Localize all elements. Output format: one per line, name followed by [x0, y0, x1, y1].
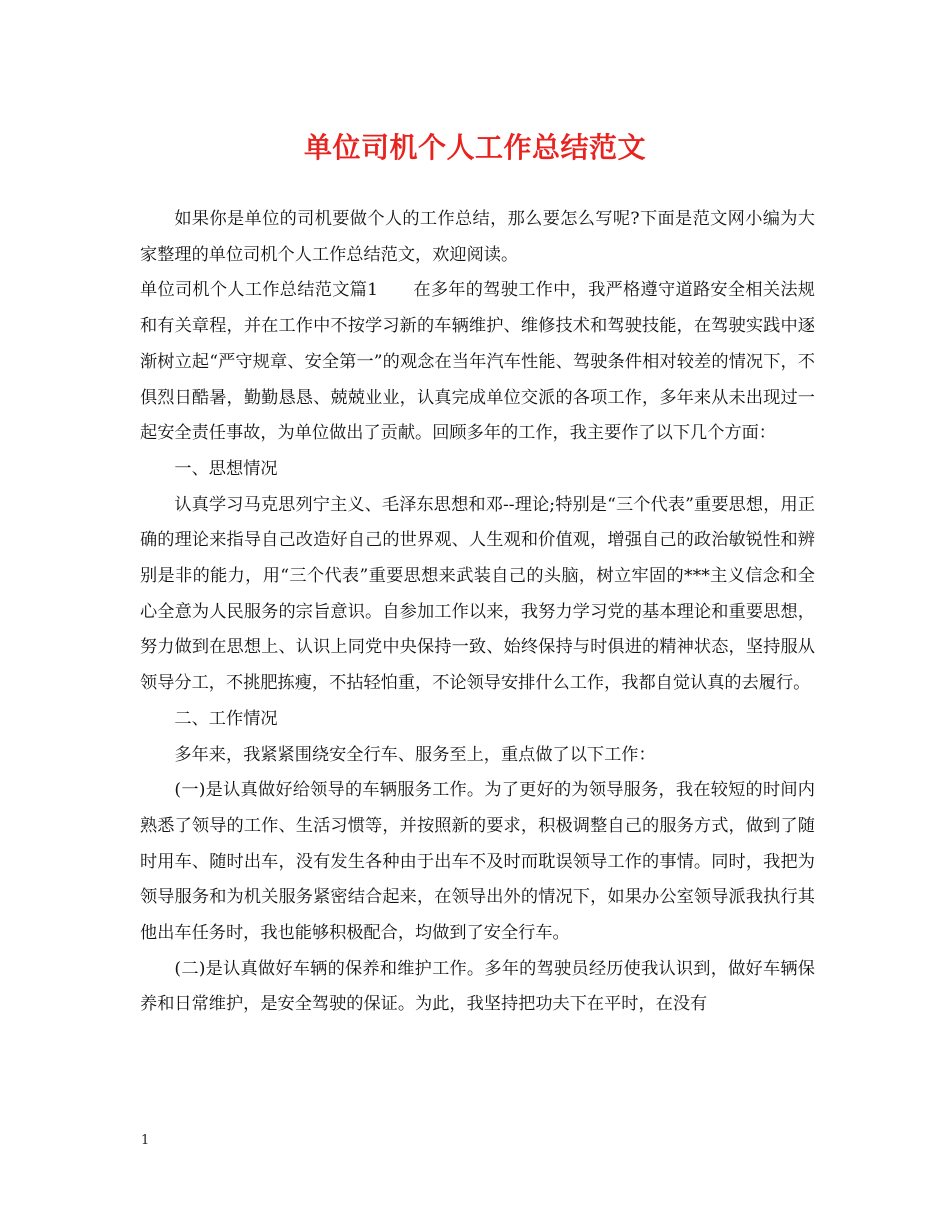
- thought-paragraph: 认真学习马克思列宁主义、毛泽东思想和邓--理论;特别是“三个代表”重要思想，用正确的理论来指导自己改造好自己的世界观、人生观和价值观，增强自己的政治敏锐性和辨别是非的能力，用“三个代表”重要思想来武装自己的头脑，树立牢固的***主义信念和全心全意为人民服务的宗旨意识。自参加工作以来，我努力学习党的基本理论和重要思想，努力做到在思想上、认识上同党中央保持一致、始终保持与时俱进的精神状态，坚持服从领导分工，不挑肥拣瘦，不拈轻怕重，不论领导安排什么工作，我都自觉认真的去履行。: [140, 494, 815, 694]
- work-item-2-paragraph: (二)是认真做好车辆的保养和维护工作。多年的驾驶员经历使我认识到，做好车辆保养和日常维护，是安全驾驶的保证。为此，我坚持把功夫下在平时，在没有: [140, 958, 815, 1015]
- document-title: 单位司机个人工作总结范文: [303, 131, 646, 164]
- intro-paragraph: 如果你是单位的司机要做个人的工作总结，那么要怎么写呢?下面是范文网小编为大家整理的单位司机个人工作总结范文，欢迎阅读。: [140, 209, 815, 265]
- section-heading-work: 二、工作情况: [174, 708, 278, 729]
- section-heading-paragraph: 单位司机个人工作总结范文篇1 在多年的驾驶工作中，我严格遵守道路安全相关法规和有关章程，并在工作中不按学习新的车辆维护、维修技术和驾驶技能，在驾驶实践中逐渐树立起“严守规章、安全第一”的观念在当年汽车性能、驾驶条件相对较差的情况下，不俱烈日酷暑，勤勤恳恳、兢兢业业，认真完成单位交派的各项工作，多年来从未出现过一起安全责任事故，为单位做出了贡献。回顾多年的工作，我主要作了以下几个方面：: [140, 280, 815, 444]
- work-item-1-paragraph: (一)是认真做好给领导的车辆服务工作。为了更好的为领导服务，我在较短的时间内熟悉了领导的工作、生活习惯等，并按照新的要求，积极调整自己的服务方式，做到了随时用车、随时出车，没有发生各种由于出车不及时而耽误领导工作的事情。同时，我把为领导服务和为机关服务紧密结合起来，在领导出外的情况下，如果办公室领导派我执行其他出车任务时，我也能够积极配合，均做到了安全行车。: [140, 780, 815, 944]
- work-intro-paragraph: 多年来，我紧紧围绕安全行车、服务至上，重点做了以下工作：: [174, 744, 656, 765]
- section-heading-thought: 一、思想情况: [174, 458, 278, 479]
- document-body: [140, 202, 815, 1023]
- page-number: 1: [141, 1133, 150, 1148]
